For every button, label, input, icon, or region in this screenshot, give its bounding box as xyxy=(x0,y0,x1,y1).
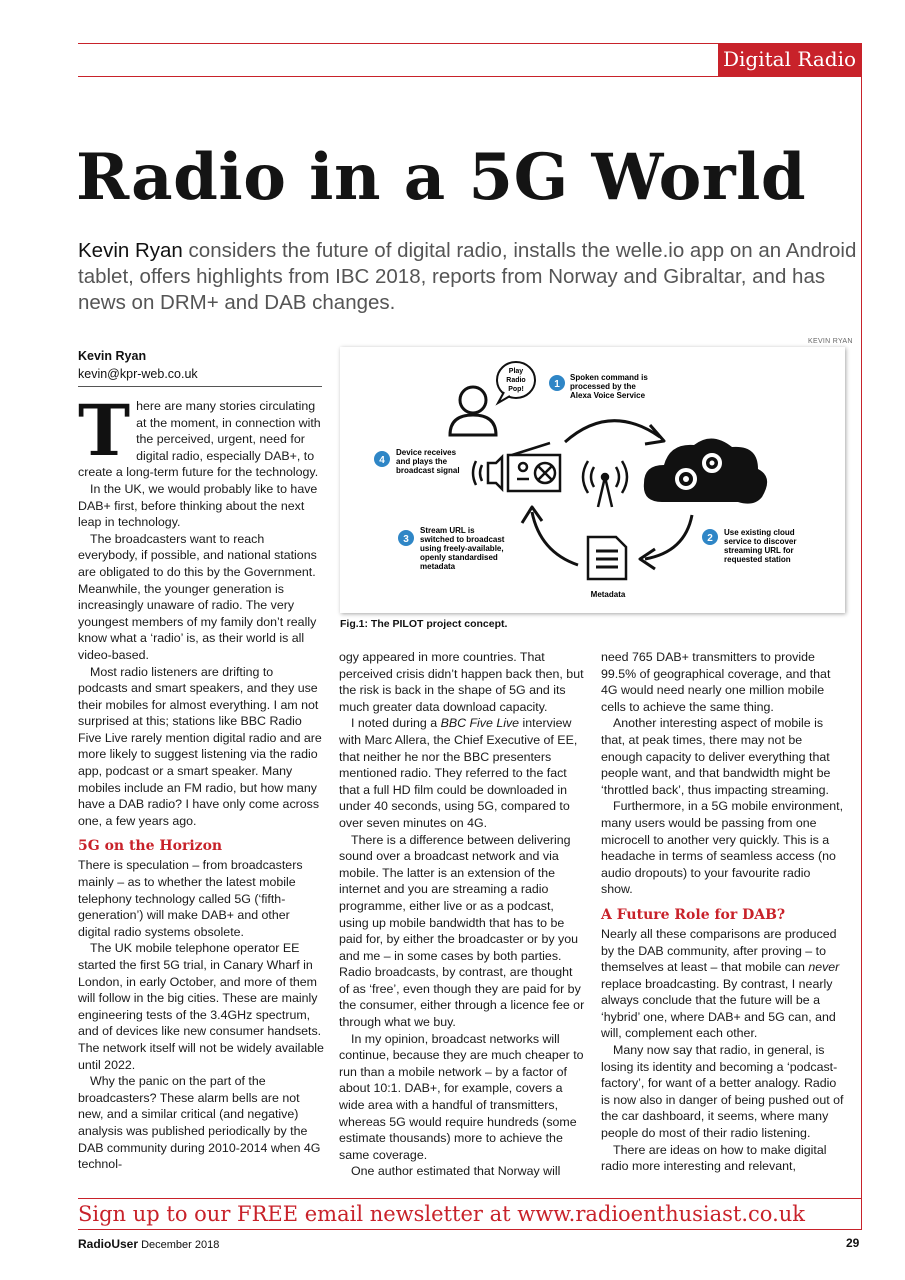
body-paragraph: There are ideas on how to make digital radio more interesting and relevant, xyxy=(601,1142,827,1174)
step-3-line: using freely-available, xyxy=(420,544,504,553)
footer-magazine xyxy=(78,1237,219,1251)
step-2-number: 2 xyxy=(707,533,713,544)
issue-date: December 2018 xyxy=(141,1239,220,1251)
page-number: 29 xyxy=(846,1236,860,1250)
emphasis: never xyxy=(808,960,840,975)
body-paragraph xyxy=(78,389,324,481)
figure-credit: KEVIN RYAN xyxy=(808,338,853,345)
metadata-label: Metadata xyxy=(590,590,626,599)
body-paragraph: There is a difference between delivering sound over a broadcast network and via mobile. The latter is an extension of the internet and you are streaming a radio programme, either live or as a podcast, using up mobile bandwidth that has to be paid for, by either the broadcaster or by you and me – in some cases by both parties. Radio broadcasts, by contrast, are thought of as ‘free’, even though they are paid for by the consumer, either through a licence fee or through what we buy. xyxy=(339,832,585,1030)
pilot-diagram xyxy=(340,347,845,613)
step-2-line: requested station xyxy=(724,555,791,564)
body-paragraph: There is speculation – from broadcasters mainly – as to whether the latest mobile telephony technology called 5G (‘fifth-generation’) will make DAB+ and other digital radio systems obsolete. xyxy=(78,858,303,939)
body-paragraph xyxy=(339,715,585,831)
document-icon xyxy=(588,537,626,599)
body-paragraph: Another interesting aspect of mobile is that, at peak times, there may not be enough capacity to deliver everything that people want, and that bandwidth might be ‘throttled back’, thus impacting streaming. xyxy=(601,716,831,797)
byline-email[interactable]: kevin@kpr-web.co.uk xyxy=(78,367,198,381)
body-paragraph: In the UK, we would probably like to have DAB+ first, before thinking about the next leap in technology. xyxy=(78,481,318,530)
pilot-diagram-svg xyxy=(340,347,845,613)
body-paragraph: Furthermore, in a 5G mobile environment, many users would be passing from one microcell to another very quickly. This is a headache in terms of seamless access (no audio dropouts) to your favourite radio show. xyxy=(601,799,844,897)
body-paragraph: ogy appeared in more countries. That perceived crisis didn’t happen back then, but the risk is back in the shape of 5G and its much greater data download capacity. xyxy=(339,650,584,714)
step-1-number: 1 xyxy=(554,379,560,390)
step-4-line: Device receives xyxy=(396,448,457,457)
newsletter-banner[interactable]: Sign up to our FREE email newsletter at www.radioenthusiast.co.uk xyxy=(78,1202,805,1226)
bubble-line: Play xyxy=(508,368,524,375)
paragraph-text: replace broadcasting. By contrast, I nearly always conclude that the future will be a ‘hybrid’ one, where DAB+ and 5G can, and will, complement each other. xyxy=(601,976,836,1041)
column-2 xyxy=(339,649,585,1180)
step-4-line: and plays the xyxy=(396,457,448,466)
paragraph-text: I noted during a xyxy=(351,716,441,731)
footer-rule xyxy=(78,1229,862,1230)
body-paragraph: Many now say that radio, in general, is losing its identity and becoming a ‘podcast-factory’, for want of a better analogy. Radio is now also in danger of being pushed out of the car dashboard, it seems, where many people do most of their radio listening. xyxy=(601,1043,844,1141)
body-paragraph: need 765 DAB+ transmitters to provide 99.5% of geographical coverage, and that 4G would need nearly one million mobile cells to achieve the same thing. xyxy=(601,650,831,714)
step-4-line: broadcast signal xyxy=(396,466,460,475)
speech-bubble xyxy=(497,362,535,403)
body-paragraph: The UK mobile telephone operator EE started the first 5G trial, in Canary Wharf in London, in early October, and more of them will follow in the big cities. These are mainly engineering tests of the 3.4GHz spectrum, and of devices like new consumer handsets. The network itself will not be widely available until 2022. xyxy=(78,941,324,1072)
standfirst xyxy=(78,238,858,316)
body-paragraph: One author estimated that Norway will xyxy=(351,1164,561,1179)
step-2-line: streaming URL for xyxy=(724,546,794,555)
step-2 xyxy=(702,528,796,564)
step-4 xyxy=(374,448,460,475)
step-1-line: Spoken command is xyxy=(570,373,648,382)
person-icon xyxy=(450,387,496,435)
bubble-line: Radio xyxy=(506,377,526,384)
standfirst-text: considers the future of digital radio, installs the welle.io app on an Android tablet, offers highlights from IBC 2018, reports from Norway and Gibraltar, and has news on DRM+ and DAB changes. xyxy=(78,239,857,314)
step-3-line: switched to broadcast xyxy=(420,535,505,544)
subheading: A Future Role for DAB? xyxy=(601,906,786,923)
section-tag: Digital Radio xyxy=(718,43,861,76)
body-paragraph: Most radio listeners are drifting to podcasts and smart speakers, and they use their mobiles for almost everything. I am not surprised at this; stations like BBC Radio Five Live rarely mention digital radio and are more likely to suggest listening via the radio app, podcast or a smart speaker. Many mobiles include an FM radio, but how many have a DAB radio? I have only come across one, a few years ago. xyxy=(78,664,322,828)
drop-cap: T xyxy=(78,389,131,472)
step-2-line: Use existing cloud xyxy=(724,528,795,537)
figure-caption: Fig.1: The PILOT project concept. xyxy=(340,618,508,630)
paragraph-text: Nearly all these comparisons are produced by the DAB community, after proving – to themselves at least – that mobile can xyxy=(601,926,837,975)
body-paragraph: The broadcasters want to reach everybody, if possible, and national stations are obligated to do this by the Government. Meanwhile, the younger generation is increasingly unaware of radio. The very youngest members of my family don’t really know what a ‘radio’ is, as their world is all video-based. xyxy=(78,531,317,662)
arrow-to-radio xyxy=(532,512,578,565)
body-paragraph: Why the panic on the part of the broadcasters? These alarm bells are not new, and a similar critical (and negative) analysis was published periodically by the DAB community during 2010-2014 when 4G technol- xyxy=(78,1074,321,1172)
step-1-line: processed by the xyxy=(570,382,636,391)
body-paragraph: In my opinion, broadcast networks will continue, because they are much cheaper to run than a mobile network – by a factor of about 10:1. DAB+, for example, covers a wide area with a handful of transmitters, whereas 5G would require hundreds (some estimate thousands) more to achieve the same coverage. xyxy=(339,1031,584,1162)
standfirst-author: Kevin Ryan xyxy=(78,239,183,262)
article-title: Radio in a 5G World xyxy=(76,140,807,215)
transmitter-icon xyxy=(583,461,627,507)
column-3 xyxy=(601,649,845,1175)
step-3-line: metadata xyxy=(420,562,456,571)
body-paragraph xyxy=(601,926,845,1042)
byline-rule xyxy=(78,386,322,387)
step-4-number: 4 xyxy=(379,455,385,466)
magazine-name: RadioUser xyxy=(78,1237,139,1251)
cloud-gears-icon xyxy=(644,438,767,503)
step-3-line: Stream URL is xyxy=(420,526,475,535)
step-3 xyxy=(398,526,505,571)
header-underline xyxy=(78,76,862,77)
arrow-to-cloud xyxy=(565,421,660,442)
paragraph-text: here are many stories circulating at the moment, in connection with the perceived, urgent, need for digital radio, especially DAB+, to create a long-term future for the technology. xyxy=(78,399,321,480)
paragraph-text: interview with Marc Allera, the Chief Executive of EE, that neither he nor the BBC presenters mentioned radio. They referred to the fact that a full HD film could be downloaded in under 40 seconds, using 5G, compared to over seven minutes on 4G. xyxy=(339,716,578,830)
bubble-line: Pop! xyxy=(508,386,524,393)
program-title: BBC Five Live xyxy=(440,716,520,731)
right-frame-rule xyxy=(861,43,862,1229)
radio-icon xyxy=(473,443,560,491)
newsletter-top-rule xyxy=(78,1198,862,1199)
byline xyxy=(78,347,323,383)
step-3-number: 3 xyxy=(403,534,409,545)
byline-name: Kevin Ryan xyxy=(78,349,147,363)
step-3-line: openly standardised xyxy=(420,553,498,562)
column-1 xyxy=(78,389,324,1173)
step-1-line: Alexa Voice Service xyxy=(570,391,646,400)
step-1 xyxy=(549,373,648,400)
step-2-line: service to discover xyxy=(724,537,797,546)
subheading: 5G on the Horizon xyxy=(78,838,223,855)
